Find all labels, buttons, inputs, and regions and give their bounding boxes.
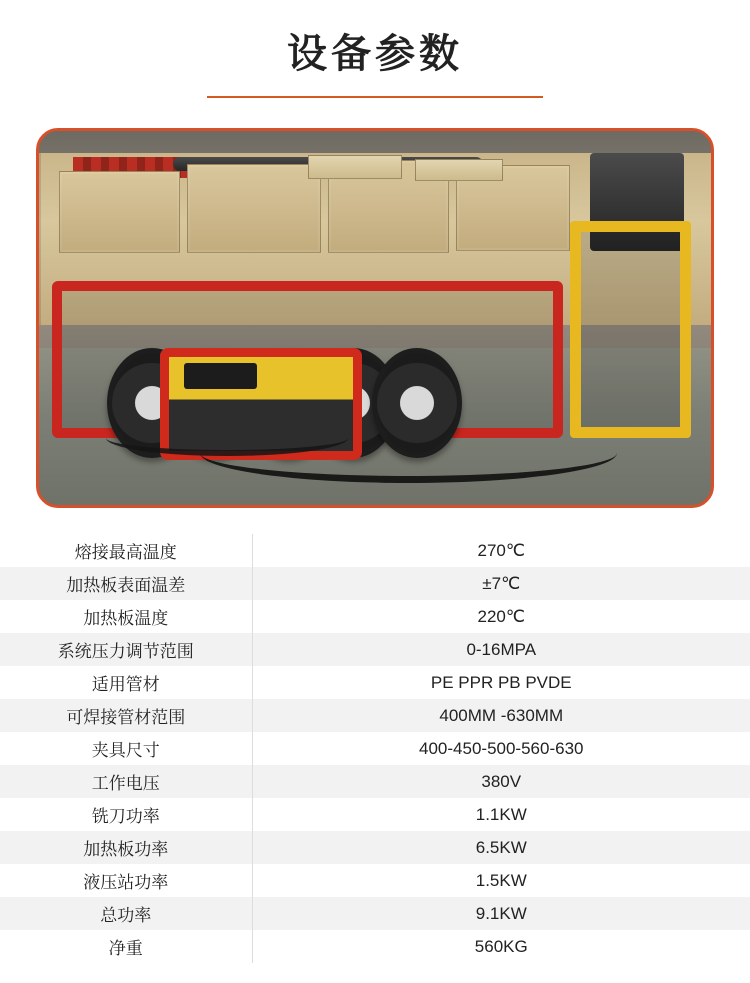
spec-label: 净重 <box>0 930 252 963</box>
spec-value: 380V <box>481 771 522 791</box>
spec-value: ±7℃ <box>482 573 521 593</box>
spec-value: 9.1KW <box>475 903 527 923</box>
table-row <box>0 831 750 864</box>
page-title: 设备参数 <box>287 32 463 76</box>
table-row <box>0 765 750 798</box>
yellow-support-stand <box>570 221 691 438</box>
control-panel <box>184 363 257 389</box>
spec-value: 560KG <box>474 936 528 956</box>
table-row <box>0 666 750 699</box>
spec-label: 熔接最高温度 <box>0 534 252 567</box>
table-row <box>0 864 750 897</box>
table-row <box>0 699 750 732</box>
table-row <box>0 567 750 600</box>
spec-value: 220℃ <box>477 606 525 626</box>
spec-label: 系统压力调节范围 <box>0 633 252 666</box>
table-row <box>0 600 750 633</box>
product-photo <box>36 128 714 508</box>
carton-box <box>308 155 402 179</box>
spec-label: 工作电压 <box>0 765 252 798</box>
table-row <box>0 897 750 930</box>
table-row <box>0 534 750 567</box>
spec-value: 400MM -630MM <box>439 705 564 725</box>
title-divider <box>207 96 543 98</box>
wooden-crate <box>59 171 180 254</box>
spec-label: 可焊接管材范围 <box>0 699 252 732</box>
spec-label: 适用管材 <box>0 666 252 699</box>
spec-label: 加热板功率 <box>0 831 252 864</box>
spec-label: 总功率 <box>0 897 252 930</box>
spec-value: 1.5KW <box>475 870 527 890</box>
carton-box <box>415 159 502 181</box>
spec-value: 1.1KW <box>475 804 527 824</box>
table-row <box>0 798 750 831</box>
specification-table-body <box>0 534 750 963</box>
spec-label: 加热板表面温差 <box>0 567 252 600</box>
spec-value: PE PPR PB PVDE <box>430 672 572 692</box>
spec-value: 0-16MPA <box>466 639 537 659</box>
table-row <box>0 633 750 666</box>
specification-table <box>0 534 750 963</box>
spec-value: 6.5KW <box>475 837 527 857</box>
spec-value: 270℃ <box>477 540 525 560</box>
page-header <box>0 0 750 98</box>
spec-label: 夹具尺寸 <box>0 732 252 765</box>
spec-value: 400-450-500-560-630 <box>419 738 584 758</box>
spec-label: 铣刀功率 <box>0 798 252 831</box>
spec-label: 液压站功率 <box>0 864 252 897</box>
table-row <box>0 732 750 765</box>
spec-label: 加热板温度 <box>0 600 252 633</box>
wooden-crate <box>187 164 321 253</box>
table-row <box>0 930 750 963</box>
photo-scene <box>39 131 711 505</box>
